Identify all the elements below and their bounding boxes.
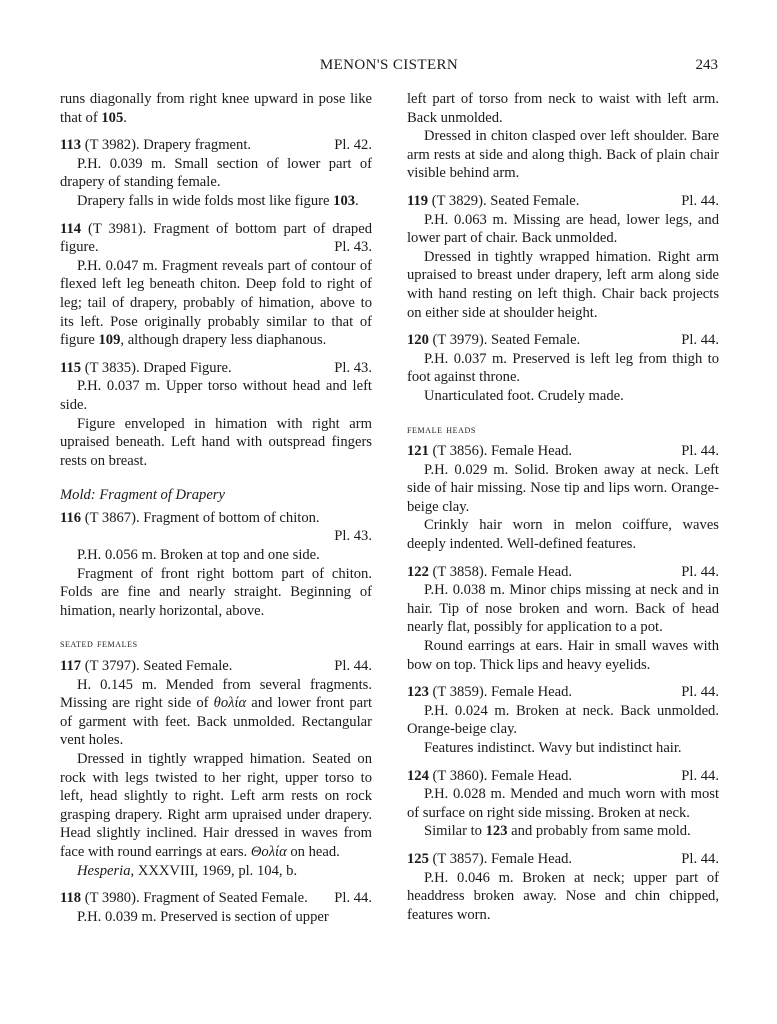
plate-reference: Pl. 42.	[334, 137, 372, 154]
paragraph: runs diagonally from right knee upward in pose like that of 105.	[60, 91, 372, 126]
entry-number: 123	[407, 684, 429, 701]
entry-heading: Pl. 44. 118 (T 3980). Fragment of Seated Female.	[60, 890, 372, 907]
entry-description: P.H. 0.039 m. Small section of lower part of drapery of standing female.	[60, 155, 372, 191]
entry-number: 125	[407, 850, 429, 867]
catalog-entry-115	[60, 359, 372, 471]
catalog-entry-124	[407, 767, 719, 841]
plate-reference: Pl. 44.	[681, 563, 719, 580]
entry-description: P.H. 0.024 m. Broken at neck. Back unmolded. Orange-beige clay.	[407, 702, 719, 738]
catalog-entry-118	[60, 889, 372, 926]
entry-note: Fragment of front right bottom part of chiton. Folds are fine and nearly straight. Beginning of himation, nearly horizontal, above.	[60, 565, 372, 619]
entry-heading: Pl. 44. 119 (T 3829). Seated Female.	[407, 192, 719, 209]
catalog-entry-113	[60, 136, 372, 210]
catalog-entry-122	[407, 563, 719, 675]
entry-number: 121	[407, 443, 429, 460]
entry-note: Drapery falls in wide folds most like figure 103.	[77, 192, 359, 209]
plate-reference: Pl. 44.	[681, 192, 719, 209]
running-header	[60, 56, 718, 78]
plate-reference: Pl. 44.	[681, 850, 719, 867]
entry-number: 122	[407, 563, 429, 580]
plate-reference: Pl. 44.	[681, 332, 719, 349]
plate-reference: Pl. 44.	[681, 684, 719, 701]
entry-description: P.H. 0.037 m. Upper torso without head and left side.	[60, 378, 372, 413]
entry-description: P.H. 0.063 m. Missing are head, lower legs, and lower part of chair. Back unmolded.	[407, 211, 719, 247]
entry-description: H. 0.145 m. Mended from several fragments. Missing are right side of θoλία and lower front part of garment with feet. Back unmolded. Rectangular vent holes.	[60, 676, 373, 749]
entry-description: P.H. 0.038 m. Minor chips missing at neck and in hair. Tip of nose broken and worn. Back of head nearly flat, possibly for application to a pot.	[407, 582, 719, 636]
section-heading: seated females	[60, 636, 138, 651]
entry-note: Dressed in tightly wrapped himation. Seated on rock with legs twisted to her right, upper torso to left, head slightly to right. Left arm rests on rock grasping drapery. Right arm upraised under drapery. Head slightly inclined. Hair dressed in waves from face with round earrings at ears. Θoλία on head.	[60, 751, 372, 860]
entry-heading: Pl. 44. 120 (T 3979). Seated Female.	[407, 332, 719, 349]
continued-entry	[407, 90, 719, 183]
entry-number: 119	[407, 192, 429, 209]
catalog-entry-121	[407, 442, 719, 554]
entry-heading: Pl. 44. 123 (T 3859). Female Head.	[407, 684, 719, 701]
entry-heading: Pl. 44. 121 (T 3856). Female Head.	[407, 443, 719, 460]
catalog-entry-119	[407, 192, 719, 322]
entry-number: 124	[407, 767, 429, 784]
plate-reference: Pl. 43.	[334, 359, 372, 376]
paragraph: left part of torso from neck to waist with left arm. Back unmolded.	[407, 91, 719, 126]
entry-number: 118	[60, 890, 82, 907]
entry-number: 114	[60, 220, 82, 237]
entry-number: 120	[407, 332, 429, 349]
page-number: 243	[695, 57, 718, 73]
plate-reference: Pl. 43.	[334, 239, 372, 256]
plate-reference: Pl. 44.	[681, 767, 719, 784]
catalog-entry-116	[60, 509, 372, 621]
entry-description: P.H. 0.029 m. Solid. Broken away at neck. Left side of hair missing. Nose tip and lips worn. Orange-beige clay.	[407, 461, 719, 515]
entry-note: Unarticulated foot. Crudely made.	[424, 387, 624, 404]
entry-note: Dressed in tightly wrapped himation. Right arm upraised to breast under drapery, left arm along side with hand resting on left thigh. Chair back projects on either side at shoulder height.	[407, 248, 719, 321]
catalog-entry-114	[60, 220, 372, 350]
subsection-heading: Mold: Fragment of Drapery	[60, 487, 225, 504]
entry-description: P.H. 0.028 m. Mended and much worn with most of surface on right side missing. Broken at neck.	[407, 786, 719, 821]
entry-note: Figure enveloped in himation with right arm upraised beneath. Left hand with outspread fingers rests on breast.	[60, 415, 372, 469]
catalog-entry-123	[407, 683, 719, 757]
entry-note: Round earrings at ears. Hair in small waves with bow on top. Thick lips and heavy eyelids.	[407, 638, 719, 673]
entry-heading: Pl. 44. 125 (T 3857). Female Head.	[407, 850, 719, 867]
entry-number: 116	[60, 509, 82, 526]
entry-number: 113	[60, 137, 82, 154]
entry-number: 117	[60, 658, 82, 675]
catalog-entry-125	[407, 850, 719, 924]
plate-reference: Pl. 44.	[334, 890, 372, 907]
plate-reference: Pl. 43.	[334, 528, 372, 545]
entry-description: P.H. 0.047 m. Fragment reveals part of contour of flexed left leg beneath chiton. Deep fold to right of leg; tail of drapery, probably of himation, above to its left. Pose originally probably similar to that of figure 109, although drapery less diaphanous.	[60, 257, 372, 349]
entry-heading: Pl. 44. 122 (T 3858). Female Head.	[407, 563, 719, 580]
plate-reference: Pl. 44.	[334, 658, 372, 675]
entry-description: P.H. 0.056 m. Broken at top and one side.	[77, 547, 320, 564]
entry-heading: 114 (T 3981). Fragment of bottom part of draped figure. Pl. 43.	[60, 220, 372, 256]
entry-heading: Pl. 42. 113 (T 3982). Drapery fragment.	[60, 137, 372, 154]
continued-entry	[60, 90, 372, 127]
entry-number: 115	[60, 359, 82, 376]
entry-note: Similar to 123 and probably from same mold.	[424, 823, 691, 840]
entry-heading: Pl. 44. 117 (T 3797). Seated Female.	[60, 658, 372, 675]
entry-heading: 116 (T 3867). Fragment of bottom of chiton.	[60, 509, 320, 526]
entry-description: P.H. 0.037 m. Preserved is left leg from thigh to foot against throne.	[407, 350, 719, 386]
bibliography-reference: Hesperia, XXXVIII, 1969, pl. 104, b.	[77, 862, 298, 879]
paragraph: Dressed in chiton clasped over left shoulder. Bare arm rests at side and along thigh. Back of plain chair visible behind arm.	[407, 128, 719, 182]
left-column	[60, 90, 372, 926]
entry-note: Crinkly hair worn in melon coiffure, waves deeply indented. Well-defined features.	[407, 517, 719, 553]
section-heading: female heads	[407, 421, 476, 436]
entry-heading: Pl. 43. 115 (T 3835). Draped Figure.	[60, 359, 372, 376]
plate-reference: Pl. 44.	[681, 443, 719, 460]
catalog-entry-117	[60, 657, 372, 880]
entry-note: Features indistinct. Wavy but indistinct hair.	[424, 740, 682, 756]
catalog-entry-120	[407, 331, 719, 405]
running-title: MENON'S CISTERN	[319, 57, 459, 73]
entry-heading: Pl. 44. 124 (T 3860). Female Head.	[407, 767, 719, 784]
entry-description: P.H. 0.046 m. Broken at neck; upper part of headdress broken away. Nose and chin chipped, features worn.	[407, 869, 719, 923]
right-column	[407, 90, 719, 924]
entry-description: P.H. 0.039 m. Preserved is section of upper	[77, 908, 329, 925]
